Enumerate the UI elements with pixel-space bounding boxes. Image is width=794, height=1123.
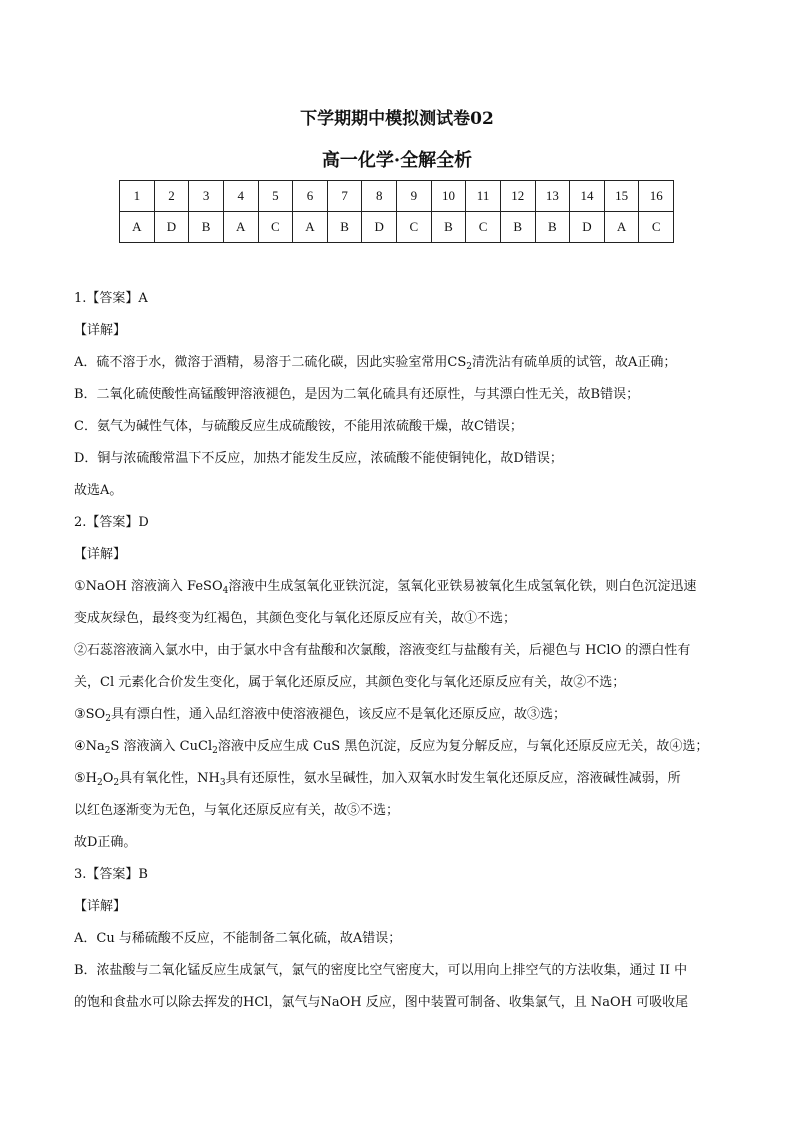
q1-detail-label: 【详解】 bbox=[74, 323, 127, 338]
q1-conclusion: 故选A。 bbox=[74, 483, 123, 498]
answer-cell: C bbox=[397, 212, 432, 243]
q2-item-5-cont: 以红色逐渐变为无色，与氧化还原反应有关，故⑤不选； bbox=[74, 803, 400, 818]
question-number-row bbox=[120, 181, 674, 212]
q2-item-3: $③SO_2$具有漂白性，通入品红溶液中使溶液褪色，该反应不是氧化还原反应，故③选； bbox=[74, 707, 566, 724]
page-title: 下学期期中模拟测试卷02 bbox=[300, 109, 494, 129]
answer-cell: D bbox=[154, 212, 189, 243]
q1-option-a: A．硫不溶于水，微溶于酒精，易溶于二硫化碳，因此实验室常用$CS_2$清洗沾有硫单质的试管，故A正确； bbox=[74, 355, 677, 372]
answer-row bbox=[120, 212, 674, 243]
question-number-cell: 7 bbox=[327, 181, 362, 212]
q2-item-2-cont: 关，Cl 元素化合价发生变化，属于氧化还原反应，其颜色变化与氧化还原反应有关，故②不选； bbox=[74, 675, 626, 690]
question-number-cell: 15 bbox=[604, 181, 639, 212]
answer-cell: C bbox=[258, 212, 293, 243]
q3-answer: 3.【答案】B bbox=[74, 867, 148, 882]
answer-cell: A bbox=[293, 212, 328, 243]
answer-cell: C bbox=[466, 212, 501, 243]
q3-option-b: B．浓盐酸与二氧化锰反应生成氯气，氯气的密度比空气密度大，可以用向上排空气的方法收集，通过 II 中 bbox=[74, 963, 688, 978]
solution-body bbox=[74, 283, 724, 1019]
question-number-cell: 5 bbox=[258, 181, 293, 212]
answer-table bbox=[119, 180, 674, 243]
question-number-cell: 2 bbox=[154, 181, 189, 212]
q1-option-b: B．二氧化硫使酸性高锰酸钾溶液褪色，是因为二氧化硫具有还原性，与其漂白性无关，故B错误； bbox=[74, 387, 640, 402]
question-number-cell: 3 bbox=[189, 181, 224, 212]
question-number-cell: 16 bbox=[639, 181, 674, 212]
question-number-cell: 9 bbox=[397, 181, 432, 212]
q2-item-4: $④Na_2S$ 溶液滴入 CuCl$_2$溶液中反应生成 CuS 黑色沉淀，反应为复分解反应，与氧化还原反应无关，故④选； bbox=[74, 739, 709, 756]
q2-item-5: $⑤H_2O_2$具有氧化性，$NH_3$具有还原性，氨水呈碱性，加入双氧水时发生氧化还原反应，溶液碱性减弱，所 bbox=[74, 771, 681, 788]
q2-detail-label: 【详解】 bbox=[74, 547, 127, 562]
question-number-cell: 14 bbox=[570, 181, 605, 212]
q2-item-1-cont: 变成灰绿色，最终变为红褐色，其颜色变化与氧化还原反应有关，故①不选； bbox=[74, 611, 517, 626]
question-number-cell: 8 bbox=[362, 181, 397, 212]
answer-cell: A bbox=[223, 212, 258, 243]
question-number-cell: 13 bbox=[535, 181, 570, 212]
answer-cell: B bbox=[189, 212, 224, 243]
answer-cell: D bbox=[362, 212, 397, 243]
question-number-cell: 11 bbox=[466, 181, 501, 212]
q3-option-a: A．Cu 与稀硫酸不反应，不能制备二氧化硫，故A错误； bbox=[74, 931, 402, 946]
q2-answer: 2.【答案】D bbox=[74, 515, 149, 530]
page-subtitle: 高一化学·全解全析 bbox=[321, 150, 473, 171]
q2-item-1: ①NaOH 溶液滴入 FeSO$_4$溶液中生成氢氧化亚铁沉淀，氢氧化亚铁易被氧化生成氢氧化铁，则白色沉淀迅速 bbox=[74, 579, 697, 596]
answer-cell: A bbox=[604, 212, 639, 243]
answer-cell: B bbox=[431, 212, 466, 243]
answer-cell: C bbox=[639, 212, 674, 243]
question-number-cell: 4 bbox=[223, 181, 258, 212]
q2-item-2: ②石蕊溶液滴入氯水中，由于氯水中含有盐酸和次氯酸，溶液变红与盐酸有关，后褪色与 HClO 的漂白性有 bbox=[74, 643, 691, 658]
answer-cell: B bbox=[500, 212, 535, 243]
question-number-cell: 10 bbox=[431, 181, 466, 212]
question-number-cell: 1 bbox=[120, 181, 155, 212]
q1-option-d: D．铜与浓硫酸常温下不反应，加热才能发生反应，浓硫酸不能使铜钝化，故D错误； bbox=[74, 451, 563, 466]
answer-cell: A bbox=[120, 212, 155, 243]
q3-detail-label: 【详解】 bbox=[74, 899, 127, 914]
q2-conclusion: 故D正确。 bbox=[74, 835, 137, 850]
question-number-cell: 12 bbox=[500, 181, 535, 212]
q3-option-b-cont: 的饱和食盐水可以除去挥发的HCl，氯气与NaOH 反应，图中装置可制备、收集氯气，且 NaOH 可吸收尾 bbox=[74, 995, 689, 1010]
question-number-cell: 6 bbox=[293, 181, 328, 212]
q1-answer: 1.【答案】A bbox=[74, 291, 148, 306]
answer-cell: B bbox=[535, 212, 570, 243]
q1-option-c: C．氨气为碱性气体，与硫酸反应生成硫酸铵，不能用浓硫酸干燥，故C错误； bbox=[74, 419, 523, 434]
answer-cell: B bbox=[327, 212, 362, 243]
answer-cell: D bbox=[570, 212, 605, 243]
